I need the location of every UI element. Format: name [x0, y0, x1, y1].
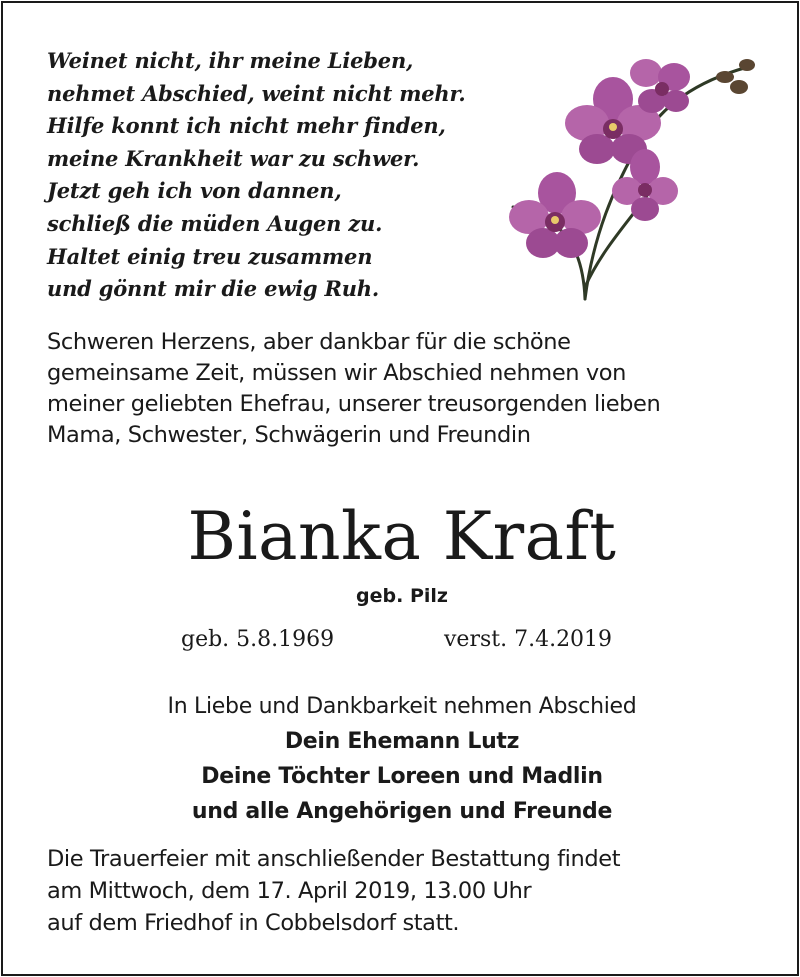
poem-line: Haltet einig treu zusammen: [47, 243, 373, 269]
intro-text: [47, 327, 767, 451]
death-date: verst. 7.4.2019: [444, 627, 613, 652]
ceremony-line: auf dem Friedhof in Cobbelsdorf statt.: [47, 910, 460, 936]
poem: [47, 45, 567, 306]
ceremony-line: am Mittwoch, dem 17. April 2019, 13.00 Uhr: [47, 878, 532, 904]
poem-line: meine Krankheit war zu schwer.: [47, 145, 420, 171]
intro-line: Schweren Herzens, aber dankbar für die schöne: [47, 329, 571, 355]
poem-line: Weinet nicht, ihr meine Lieben,: [47, 48, 414, 73]
poem-line: schließ die müden Augen zu.: [47, 210, 383, 236]
intro-line: Mama, Schwester, Schwägerin und Freundin: [47, 422, 531, 448]
poem-line: nehmet Abschied, weint nicht mehr.: [47, 80, 466, 106]
orchid-icon: [503, 47, 773, 307]
poem-line: und gönnt mir die ewig Ruh.: [47, 276, 379, 302]
birth-date: geb. 5.8.1969: [181, 627, 335, 652]
maiden-name: geb. Pilz: [356, 585, 448, 607]
poem-line: Hilfe konnt ich nicht mehr finden,: [47, 113, 446, 139]
intro-line: gemeinsame Zeit, müssen wir Abschied nehmen von: [47, 360, 627, 386]
ceremony-line: Die Trauerfeier mit anschließender Bestattung findet: [47, 846, 621, 872]
mourner-line: Deine Töchter Loreen und Madlin: [201, 764, 603, 789]
obituary-notice: [1, 1, 799, 976]
intro-line: meiner geliebten Ehefrau, unserer treusorgenden lieben: [47, 391, 661, 417]
deceased-name: Bianka Kraft: [187, 498, 617, 575]
farewell-block: [3, 689, 800, 829]
mourner-line: und alle Angehörigen und Freunde: [191, 799, 613, 824]
mourner-line: Dein Ehemann Lutz: [284, 729, 520, 754]
poem-line: Jetzt geh ich von dannen,: [47, 178, 342, 204]
ceremony-info: [47, 843, 767, 939]
farewell-lead: In Liebe und Dankbarkeit nehmen Abschied: [167, 694, 637, 719]
